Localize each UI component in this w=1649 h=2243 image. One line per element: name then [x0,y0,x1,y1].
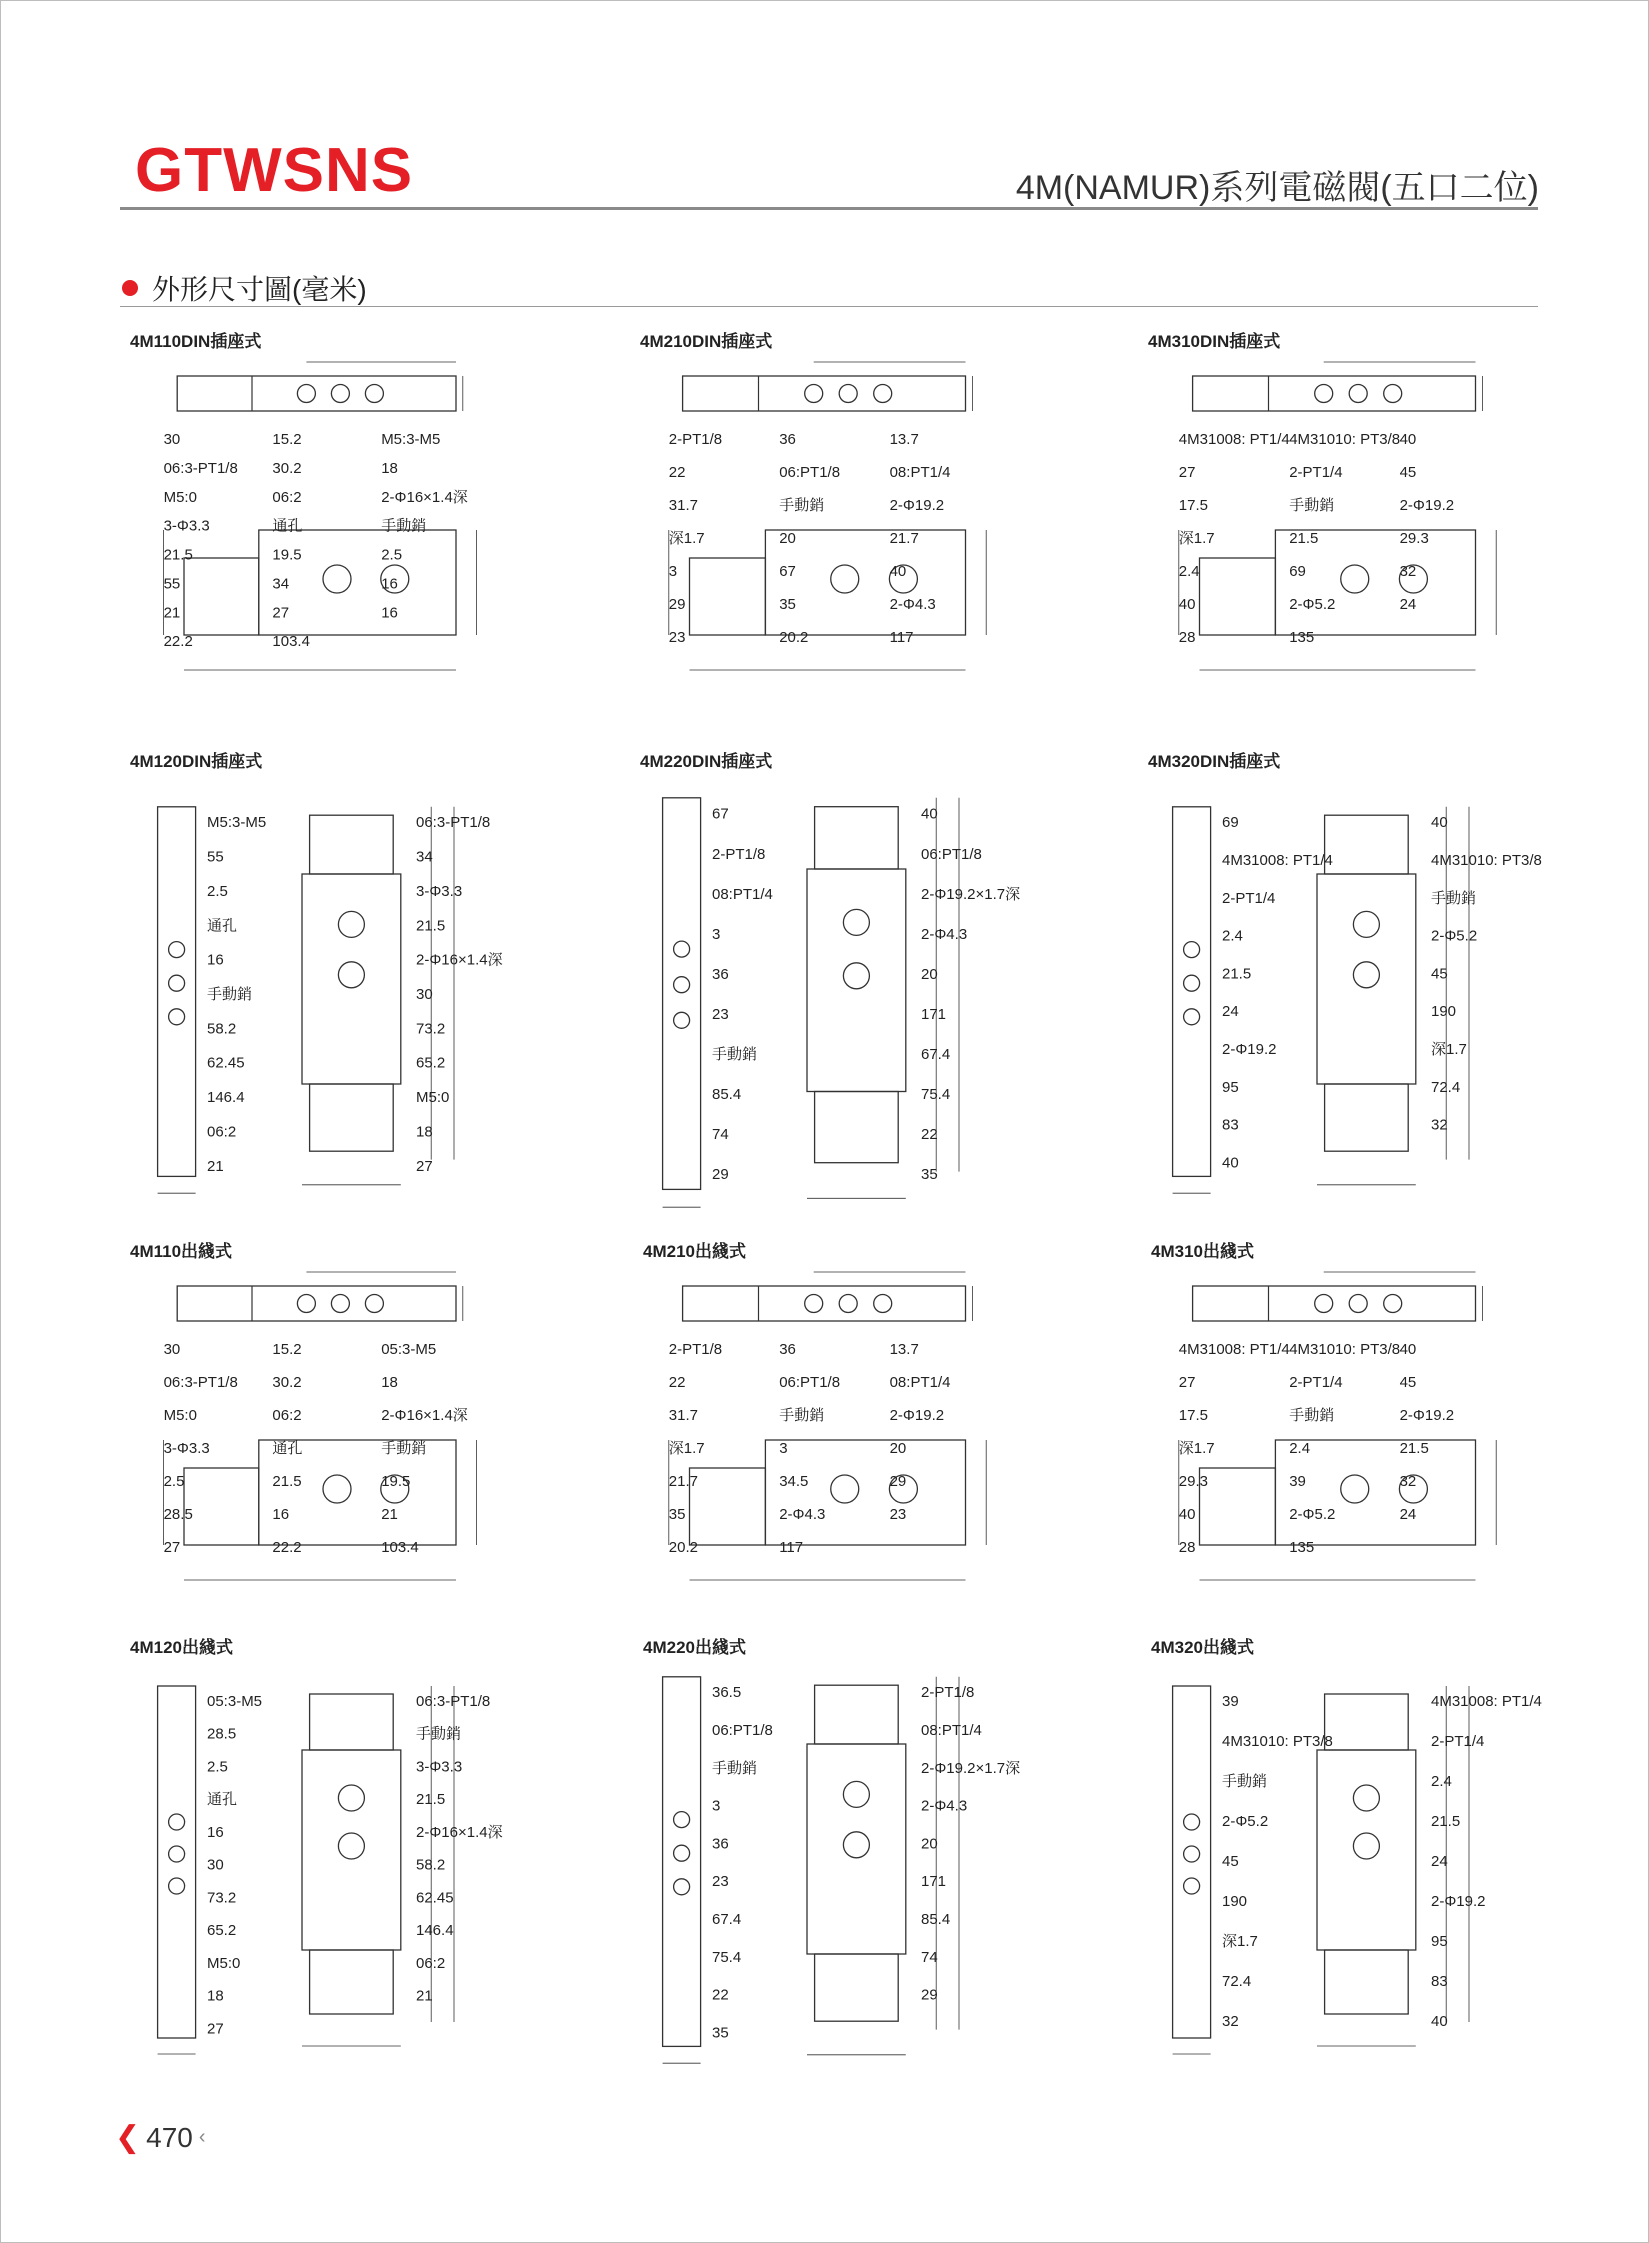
dimension-label: 29 [921,1986,938,2004]
drawing-label-4m220-wire: 4M220出綫式 [643,1638,746,1657]
dimension-label: 2.4 [1289,1440,1311,1457]
dimension-label: 2-PT1/4 [1431,1733,1485,1750]
dimension-label: 36 [712,965,729,983]
dimension-label: 30 [207,1856,224,1874]
dimension-label: 2-Φ16×1.4深 [416,951,503,969]
drawing-4m210-wire [655,1265,1000,1615]
section-heading [122,268,367,308]
dimension-label: 32 [1399,563,1417,580]
dimension-label: 2.5 [207,882,228,900]
dimension-label: 22 [668,464,686,481]
dimension-label: 35 [712,2024,729,2042]
dimension-label: 3 [712,925,721,943]
dimension-label: 40 [1399,431,1417,448]
dimension-label: 29 [712,1166,729,1184]
dimension-label: 29.3 [1178,1473,1209,1490]
page-number [115,2120,206,2155]
dimension-label: 40 [1399,1341,1417,1358]
dimension-label: 4M31010: PT3/8 [1289,1341,1401,1358]
dimension-label: 3 [779,1440,788,1457]
dimension-label: 手動銷 [779,497,825,514]
dimension-label: 4M31008: PT1/4 [1222,852,1333,869]
dimension-label: 30 [163,1341,181,1358]
dimension-label: 34.5 [779,1473,809,1490]
dimension-label: 24 [1399,1506,1417,1523]
dimension-label: 06:PT1/8 [779,464,841,481]
dimension-label: 32 [1222,2013,1239,2030]
dimension-label: 36 [779,1341,796,1358]
dimension-label: 30.2 [272,1374,302,1391]
dimension-label: 103.4 [381,1539,419,1556]
dimension-label: 20 [921,1835,938,1853]
drawing-label-4m310-wire: 4M310出綫式 [1151,1242,1254,1261]
dimension-label: 深1.7 [1431,1041,1467,1058]
dimension-label: 35 [779,596,796,613]
dimension-label: 2-Φ5.2 [1431,927,1478,945]
dimension-label: 27 [207,2020,224,2038]
dimension-label: 39 [1222,1693,1239,1710]
dimension-label: 40 [1431,814,1448,832]
bullet-icon [122,280,138,296]
drawing-label-4m310-din: 4M310DIN插座式 [1148,332,1281,351]
dimension-label: 31.7 [668,497,699,514]
dimension-label: 06:3-PT1/8 [416,814,491,832]
dimension-label: 40 [889,563,907,580]
dimension-label: 2-PT1/8 [668,1341,723,1358]
dimension-label: 手動銷 [207,986,253,1004]
dimension-label: 30.2 [272,459,302,477]
dimension-label: 20 [921,965,938,983]
dimension-label: 21 [207,1157,224,1175]
dimension-label: 06:PT1/8 [921,845,982,863]
dimension-label: 34 [416,848,433,866]
page-number-text: 470 [146,2121,193,2153]
dimension-label: 135 [1289,629,1315,646]
dimension-label: 深1.7 [1178,530,1215,547]
dimension-label: 22 [668,1374,686,1391]
drawing-4m320-din [1165,790,1545,1210]
dimension-label: 手動銷 [1289,497,1335,514]
dimension-label: 21.5 [1431,1813,1461,1830]
dimension-label: 06:3-PT1/8 [416,1693,491,1710]
dimension-label: 手動銷 [416,1725,462,1743]
dimension-label: 08:PT1/4 [889,464,951,481]
dimension-label: 16 [381,604,398,622]
dimension-label: 2.4 [1431,1773,1452,1790]
dimension-label: 2-Φ19.2 [889,497,945,514]
dimension-label: 4M31010: PT3/8 [1289,431,1401,448]
section-divider [120,306,1538,307]
dimension-label: 08:PT1/4 [712,885,773,903]
header-divider [120,207,1538,210]
dimension-label: M5:3-M5 [207,814,267,832]
dimension-label: 21.7 [889,530,919,547]
dimension-label: 36 [712,1835,729,1853]
drawing-4m120-din [150,790,530,1210]
dimension-label: 23 [712,1005,729,1023]
dimension-label: 23 [889,1506,907,1523]
dimension-label: 4M31008: PT1/4 [1178,431,1290,448]
dimension-label: 32 [1399,1473,1417,1490]
dimension-label: M5:0 [163,488,197,506]
dimension-label: 117 [889,629,914,646]
dimension-label: 2-Φ16×1.4深 [381,488,468,506]
dimension-label: 29 [668,596,686,613]
dimension-label: 06:3-PT1/8 [163,1374,238,1391]
dimension-label: 73.2 [416,1020,446,1038]
dimension-label: 2-Φ4.3 [889,596,936,613]
dimension-label: 13.7 [889,1341,919,1358]
dimension-label: 通孔 [207,1791,238,1809]
dimension-label: 27 [163,1539,181,1556]
dimension-label: 36 [779,431,796,448]
dimension-label: 2-Φ19.2 [1431,1893,1486,1910]
dimension-label: 55 [163,575,181,593]
dimension-label: 21 [416,1987,433,2005]
dimension-label: 95 [1431,1933,1448,1950]
drawing-4m110-wire [150,1265,490,1615]
dimension-label: M5:3-M5 [381,431,441,448]
page-title: 4M(NAMUR)系列電磁閥(五口二位) [1015,169,1539,207]
dimension-label: 74 [921,1948,938,1966]
dimension-label: 190 [1431,1003,1457,1021]
dimension-label: 深1.7 [1222,1933,1258,1950]
dimension-label: 2-Φ19.2 [1399,497,1455,514]
dimension-label: 75.4 [921,1086,951,1104]
drawing-4m110-din [150,355,490,705]
dimension-label: 34 [272,575,290,593]
dimension-label: 2-Φ19.2 [1222,1041,1277,1058]
dimension-label: 30 [416,986,433,1004]
dimension-label: 58.2 [416,1856,446,1874]
dimension-label: 40 [921,805,938,823]
dimension-label: 05:3-M5 [381,1341,437,1358]
dimension-label: 20 [889,1440,907,1457]
dimension-label: 21.7 [668,1473,699,1490]
dimension-label: 2-Φ19.2 [1399,1407,1455,1424]
dimension-label: 3-Φ3.3 [163,517,210,535]
drawing-4m320-wire [1165,1670,1545,2070]
dimension-label: 06:PT1/8 [779,1374,841,1391]
dimension-label: 06:2 [272,1407,302,1424]
dimension-label: 23 [668,629,686,646]
dimension-label: 2-PT1/8 [668,431,723,448]
dimension-label: 2-PT1/8 [921,1684,975,1702]
dimension-label: 62.45 [416,1889,454,1907]
dimension-label: 2-Φ4.3 [779,1506,826,1523]
dimension-label: 67 [779,563,796,580]
dimension-label: 17.5 [1178,497,1209,514]
drawing-4m120-wire [150,1670,530,2070]
dimension-label: 28.5 [163,1506,193,1523]
dimension-label: 2-PT1/8 [712,845,766,863]
dimension-label: 手動銷 [381,1440,427,1457]
dimension-label: 67.4 [921,1046,951,1063]
dimension-label: 40 [1222,1154,1239,1172]
dimension-label: 2.5 [381,546,403,564]
dimension-label: 16 [381,575,398,593]
dimension-label: 通孔 [272,517,303,535]
dimension-label: 4M31008: PT1/4 [1431,1693,1542,1710]
dimension-label: 21.5 [272,1473,302,1490]
dimension-label: 13.7 [889,431,919,448]
dimension-label: 171 [921,1005,947,1023]
dimension-label: 27 [416,1157,433,1175]
dimension-label: 18 [381,1374,398,1391]
dimension-label: 21.5 [416,917,446,935]
dimension-label: 20.2 [668,1539,699,1556]
dimension-label: 2.5 [163,1473,185,1490]
drawing-4m310-din [1165,355,1510,705]
dimension-label: 73.2 [207,1889,237,1907]
dimension-label: 28 [1178,1539,1196,1556]
dimension-label: 15.2 [272,431,302,448]
dimension-label: 2-Φ19.2 [889,1407,945,1424]
dimension-label: 75.4 [712,1948,742,1966]
dimension-label: 29.3 [1399,530,1429,547]
dimension-label: 55 [207,848,224,866]
dimension-label: 06:2 [416,1954,446,1972]
dimension-label: 16 [272,1506,290,1523]
dimension-label: 146.4 [207,1089,245,1107]
dimension-label: 29 [889,1473,907,1490]
dimension-label: 146.4 [416,1922,454,1940]
dimension-label: 65.2 [416,1054,446,1072]
dimension-label: 06:3-PT1/8 [163,459,238,477]
dimension-label: 83 [1222,1116,1239,1134]
dimension-label: 30 [163,431,181,448]
drawing-4m210-din [655,355,1000,705]
brand-logo: GTWSNS [135,136,414,205]
dimension-label: 08:PT1/4 [889,1374,951,1391]
dimension-label: 19.5 [381,1473,411,1490]
dimension-label: 2.5 [207,1758,228,1776]
dimension-label: 24 [1399,596,1417,613]
dimension-label: 18 [207,1987,224,2005]
dimension-label: 深1.7 [668,1440,705,1457]
dimension-label: 45 [1399,1374,1417,1391]
dimension-label: 2-PT1/4 [1289,464,1343,481]
drawing-4m220-wire [655,1660,1035,2080]
dimension-label: 22.2 [163,633,193,651]
drawing-label-4m320-din: 4M320DIN插座式 [1148,752,1281,771]
dimension-label: M5:0 [163,1407,197,1424]
dimension-label: 3 [668,563,678,580]
dimension-label: 06:2 [272,488,302,506]
dimension-label: 74 [712,1126,729,1144]
dimension-label: 手動銷 [712,1046,758,1063]
dimension-label: 16 [207,1823,224,1841]
dimension-label: 72.4 [1431,1078,1461,1096]
dimension-label: 21.5 [1222,965,1252,983]
dimension-label: 通孔 [272,1440,303,1457]
dimension-label: 2-Φ4.3 [921,1797,968,1815]
dimension-label: 20.2 [779,629,809,646]
dimension-label: 21.5 [163,546,193,564]
dimension-label: 06:PT1/8 [712,1722,773,1739]
dimension-label: 103.4 [272,633,310,651]
dimension-label: 21.5 [1289,530,1319,547]
dimension-label: 85.4 [921,1911,951,1928]
drawing-label-4m120-din: 4M120DIN插座式 [130,752,263,771]
dimension-label: 65.2 [207,1922,237,1940]
dimension-label: 20 [779,530,796,547]
dimension-label: 21 [381,1506,398,1523]
dimension-label: 40 [1178,596,1196,613]
dimension-label: 40 [1178,1506,1196,1523]
dimension-label: 3 [712,1797,721,1815]
dimension-label: 21.5 [1399,1440,1429,1457]
dimension-label: 35 [668,1506,686,1523]
dimension-label: 171 [921,1873,947,1891]
drawing-label-4m120-wire: 4M120出綫式 [130,1638,233,1657]
dimension-label: 2.4 [1222,927,1243,945]
dimension-label: 67.4 [712,1911,742,1928]
dimension-label: 手動銷 [1289,1407,1335,1424]
dimension-label: 2-Φ4.3 [921,925,968,943]
dimension-label: 28.5 [207,1725,237,1743]
dimension-label: 2-PT1/4 [1222,889,1276,907]
drawing-label-4m110-wire: 4M110出綫式 [130,1242,233,1261]
dimension-label: 62.45 [207,1054,245,1072]
dimension-label: 32 [1431,1116,1448,1134]
dimension-label: 190 [1222,1893,1248,1910]
dimension-label: 05:3-M5 [207,1693,263,1710]
dimension-label: 手動銷 [381,517,427,535]
dimension-label: 21.5 [416,1791,446,1809]
dimension-label: 31.7 [668,1407,699,1424]
dimension-label: 28 [1178,629,1196,646]
dimension-label: 4M31008: PT1/4 [1178,1341,1290,1358]
dimension-label: 16 [207,951,224,969]
dimension-label: 2-Φ19.2×1.7深 [921,1759,1021,1777]
dimension-label: 135 [1289,1539,1315,1556]
dimension-label: 2-Φ5.2 [1289,596,1336,613]
dimension-label: 2-Φ16×1.4深 [416,1823,503,1841]
dimension-label: 117 [779,1539,804,1556]
dimension-label: 40 [1431,2013,1448,2030]
drawing-label-4m210-wire: 4M210出綫式 [643,1242,746,1261]
dimension-label: 22 [712,1986,729,2004]
dimension-label: 3-Φ3.3 [416,1758,463,1776]
dimension-label: 2.4 [1178,563,1200,580]
dimension-label: 23 [712,1873,729,1891]
dimension-label: 17.5 [1178,1407,1209,1424]
dimension-label: 83 [1431,1973,1448,1990]
dimension-label: 67 [712,805,729,823]
dimension-label: 21 [163,604,181,622]
drawing-4m220-din [655,780,1035,1225]
dimension-label: 手動銷 [1431,889,1477,907]
drawing-label-4m210-din: 4M210DIN插座式 [640,332,773,351]
section-title: 外形尺寸圖(毫米) [152,274,367,305]
dimension-label: 69 [1289,563,1306,580]
dimension-label: 2-PT1/4 [1289,1374,1343,1391]
dimension-label: 4M31010: PT3/8 [1222,1733,1333,1750]
dimension-label: M5:0 [416,1089,450,1107]
dimension-label: 69 [1222,814,1239,832]
drawing-label-4m320-wire: 4M320出綫式 [1151,1638,1254,1657]
dimension-label: 45 [1431,965,1448,983]
dimension-label: 3-Φ3.3 [416,882,463,900]
dimension-label: 24 [1431,1853,1448,1870]
dimension-label: 2-Φ16×1.4深 [381,1407,468,1424]
dimension-label: 08:PT1/4 [921,1722,982,1739]
dimension-label: 深1.7 [1178,1440,1215,1457]
dimension-label: 深1.7 [668,530,705,547]
dimension-label: 95 [1222,1078,1239,1096]
chevron-left-small-icon: ‹ [198,2126,206,2148]
drawing-4m310-wire [1165,1265,1510,1615]
dimension-label: 24 [1222,1003,1239,1021]
dimension-label: 27 [1178,464,1196,481]
dimension-label: 通孔 [207,917,238,935]
dimension-label: 27 [272,604,290,622]
dimension-label: 45 [1222,1853,1239,1870]
dimension-label: 18 [381,459,398,477]
dimension-label: 27 [1178,1374,1196,1391]
dimension-label: 58.2 [207,1020,237,1038]
dimension-label: 手動銷 [712,1759,758,1777]
dimension-label: 39 [1289,1473,1306,1490]
dimension-label: 45 [1399,464,1417,481]
dimension-label: 22 [921,1126,938,1144]
dimension-label: 06:2 [207,1123,237,1141]
dimension-label: 2-Φ19.2×1.7深 [921,885,1021,903]
dimension-label: 35 [921,1166,938,1184]
dimension-label: 手動銷 [779,1407,825,1424]
dimension-label: 2-Φ5.2 [1289,1506,1336,1523]
dimension-label: 2-Φ5.2 [1222,1813,1269,1830]
dimension-label: 85.4 [712,1086,742,1104]
dimension-label: 15.2 [272,1341,302,1358]
dimension-label: 手動銷 [1222,1773,1268,1790]
chevron-left-icon: ❮ [115,2121,141,2154]
drawing-label-4m220-din: 4M220DIN插座式 [640,752,773,771]
drawing-label-4m110-din: 4M110DIN插座式 [130,332,262,351]
dimension-label: M5:0 [207,1954,241,1972]
dimension-label: 36.5 [712,1684,742,1702]
dimension-label: 19.5 [272,546,302,564]
dimension-label: 22.2 [272,1539,302,1556]
dimension-label: 72.4 [1222,1973,1252,1990]
dimension-label: 3-Φ3.3 [163,1440,210,1457]
dimension-label: 4M31010: PT3/8 [1431,852,1542,869]
dimension-label: 18 [416,1123,433,1141]
